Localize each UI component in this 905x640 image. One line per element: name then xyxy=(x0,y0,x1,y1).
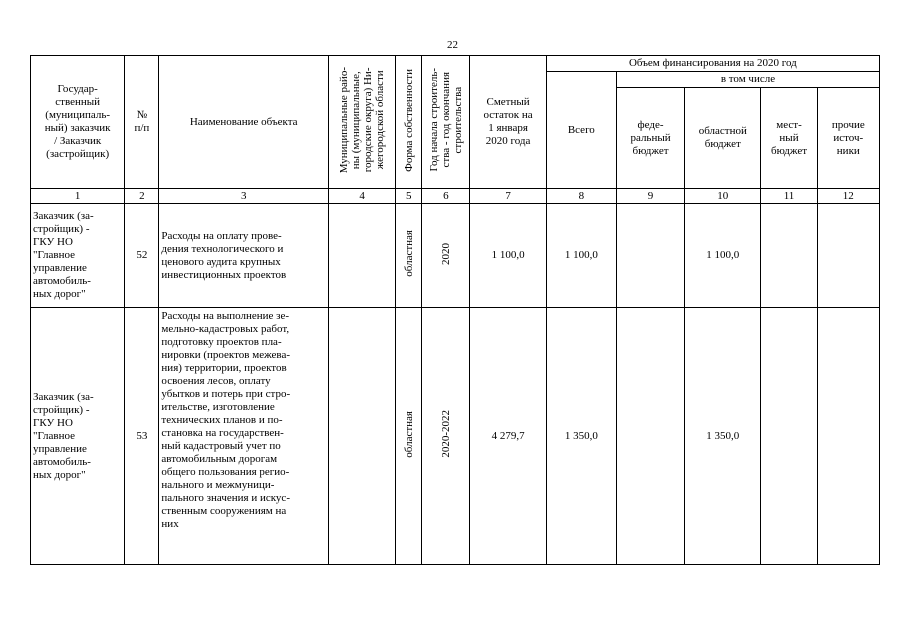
header-other-sources: прочие источ- ники xyxy=(817,88,879,189)
row-estimated-balance: 1 100,0 xyxy=(470,204,546,308)
row-regional: 1 350,0 xyxy=(685,308,761,565)
row-estimated-balance: 4 279,7 xyxy=(470,308,546,565)
header-total: Всего xyxy=(546,72,616,189)
column-number: 4 xyxy=(329,189,396,204)
table-row xyxy=(31,204,880,308)
header-federal-budget: феде- ральный бюджет xyxy=(616,88,684,189)
header-construction-years-cell xyxy=(422,56,470,189)
column-number: 5 xyxy=(396,189,422,204)
header-financing-volume: Объем финансирования на 2020 год xyxy=(546,56,879,72)
header-municipal-district-cell xyxy=(329,56,396,189)
row-federal xyxy=(616,308,684,565)
page-number: 22 xyxy=(447,39,458,51)
header-local-budget: мест- ный бюджет xyxy=(761,88,817,189)
row-regional: 1 100,0 xyxy=(685,204,761,308)
header-object-name: Наименование объекта xyxy=(159,56,329,189)
row-years: 2020 xyxy=(439,242,452,265)
column-numbers-row xyxy=(31,189,880,204)
header-row-1 xyxy=(31,56,880,72)
header-estimated-balance: Сметный остаток на 1 января 2020 года xyxy=(470,56,546,189)
header-ownership: Форма собственности xyxy=(402,68,415,172)
row-federal xyxy=(616,204,684,308)
column-number: 6 xyxy=(422,189,470,204)
row-total: 1 100,0 xyxy=(546,204,616,308)
row-local xyxy=(761,204,817,308)
row-ownership: областная xyxy=(402,230,415,277)
column-number: 2 xyxy=(125,189,159,204)
row-municipal-district xyxy=(329,308,396,565)
column-number: 3 xyxy=(159,189,329,204)
row-other xyxy=(817,204,879,308)
row-customer: Заказчик (за- стройщик) - ГКУ НО "Главное управление автомобиль- ных дорог" xyxy=(31,308,125,565)
row-total: 1 350,0 xyxy=(546,308,616,565)
header-customer: Государ- ственный (муниципаль- ный) заказчик / Заказчик (застройщик) xyxy=(31,56,125,189)
row-municipal-district xyxy=(329,204,396,308)
row-customer: Заказчик (за- стройщик) - ГКУ НО "Главное управление автомобиль- ных дорог" xyxy=(31,204,125,308)
row-years-cell xyxy=(422,204,470,308)
table-row xyxy=(31,308,880,565)
row-local xyxy=(761,308,817,565)
row-years-cell xyxy=(422,308,470,565)
row-ownership-cell xyxy=(396,204,422,308)
column-number: 1 xyxy=(31,189,125,204)
column-number: 12 xyxy=(817,189,879,204)
row-index: 53 xyxy=(125,308,159,565)
row-index: 52 xyxy=(125,204,159,308)
row-ownership-cell xyxy=(396,308,422,565)
header-construction-years: Год начала строитель- ства - год окончания строительства xyxy=(427,68,464,172)
row-years: 2020-2022 xyxy=(439,410,452,458)
header-index: № п/п xyxy=(125,56,159,189)
row-ownership: областная xyxy=(402,410,415,458)
column-number: 10 xyxy=(685,189,761,204)
row-other xyxy=(817,308,879,565)
financing-table xyxy=(30,55,880,565)
header-ownership-cell xyxy=(396,56,422,189)
column-number: 7 xyxy=(470,189,546,204)
column-number: 9 xyxy=(616,189,684,204)
column-number: 11 xyxy=(761,189,817,204)
row-object-name: Расходы на оплату прове- дения технологического и ценового аудита крупных инвестиционных проектов xyxy=(159,204,329,308)
column-number: 8 xyxy=(546,189,616,204)
row-object-name: Расходы на выполнение зе- мельно-кадастровых работ, подготовку проектов пла- нировки (проектов межева- ния) территории, проектов освоения лесов, оплату убытков и потерь при стро- ительстве, изготовление технических планов и по- становка на государствен- ный кадастровый учет по автомобильным дорогам общего пользования регио- нального и межмуници- пального значения и искус- ственным сооружениям на них xyxy=(159,308,329,565)
header-including: в том числе xyxy=(616,72,879,88)
header-regional-budget: областной бюджет xyxy=(685,88,761,189)
header-municipal-district: Муниципальные райо- ны (муниципальные, городские округа) Ни- жегородской области xyxy=(338,66,387,174)
